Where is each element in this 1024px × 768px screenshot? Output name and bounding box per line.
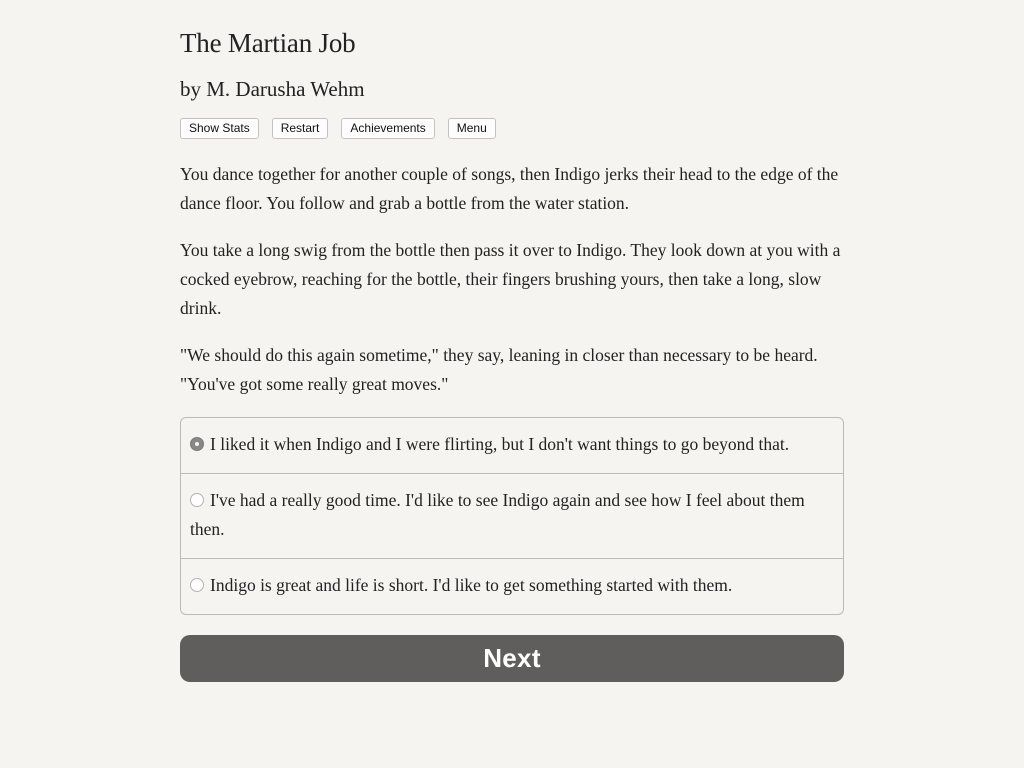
radio-button-icon[interactable] — [190, 437, 204, 451]
choice-label: I've had a really good time. I'd like to see Indigo again and see how I feel about them then. — [190, 490, 805, 539]
choice-list — [180, 417, 844, 615]
achievements-button[interactable]: Achievements — [341, 118, 434, 139]
story-paragraph: You dance together for another couple of songs, then Indigo jerks their head to the edge of the dance floor. You follow and grab a bottle from the water station. — [180, 164, 839, 213]
radio-button-icon[interactable] — [190, 493, 204, 507]
radio-button-icon[interactable] — [190, 578, 204, 592]
story-paragraph: You take a long swig from the bottle then pass it over to Indigo. They look down at you with a cocked eyebrow, reaching for the bottle, their fingers brushing yours, then take a long, slow drink. — [180, 240, 841, 318]
choice-option-2[interactable] — [181, 473, 843, 558]
restart-button[interactable]: Restart — [272, 118, 329, 139]
next-button[interactable]: Next — [180, 635, 844, 682]
game-title: The Martian Job — [180, 28, 356, 58]
toolbar — [180, 118, 844, 140]
game-author: by M. Darusha Wehm — [180, 77, 365, 101]
menu-button[interactable]: Menu — [448, 118, 496, 139]
game-container — [180, 24, 844, 682]
choice-option-3[interactable] — [181, 558, 843, 614]
show-stats-button[interactable]: Show Stats — [180, 118, 259, 139]
story-text — [180, 160, 844, 399]
choice-option-1[interactable] — [181, 418, 843, 473]
story-paragraph: "We should do this again sometime," they say, leaning in closer than necessary to be heard. "You've got some really great moves." — [180, 345, 818, 394]
choice-label: Indigo is great and life is short. I'd like to get something started with them. — [210, 575, 733, 595]
choice-label: I liked it when Indigo and I were flirting, but I don't want things to go beyond that. — [210, 434, 790, 454]
